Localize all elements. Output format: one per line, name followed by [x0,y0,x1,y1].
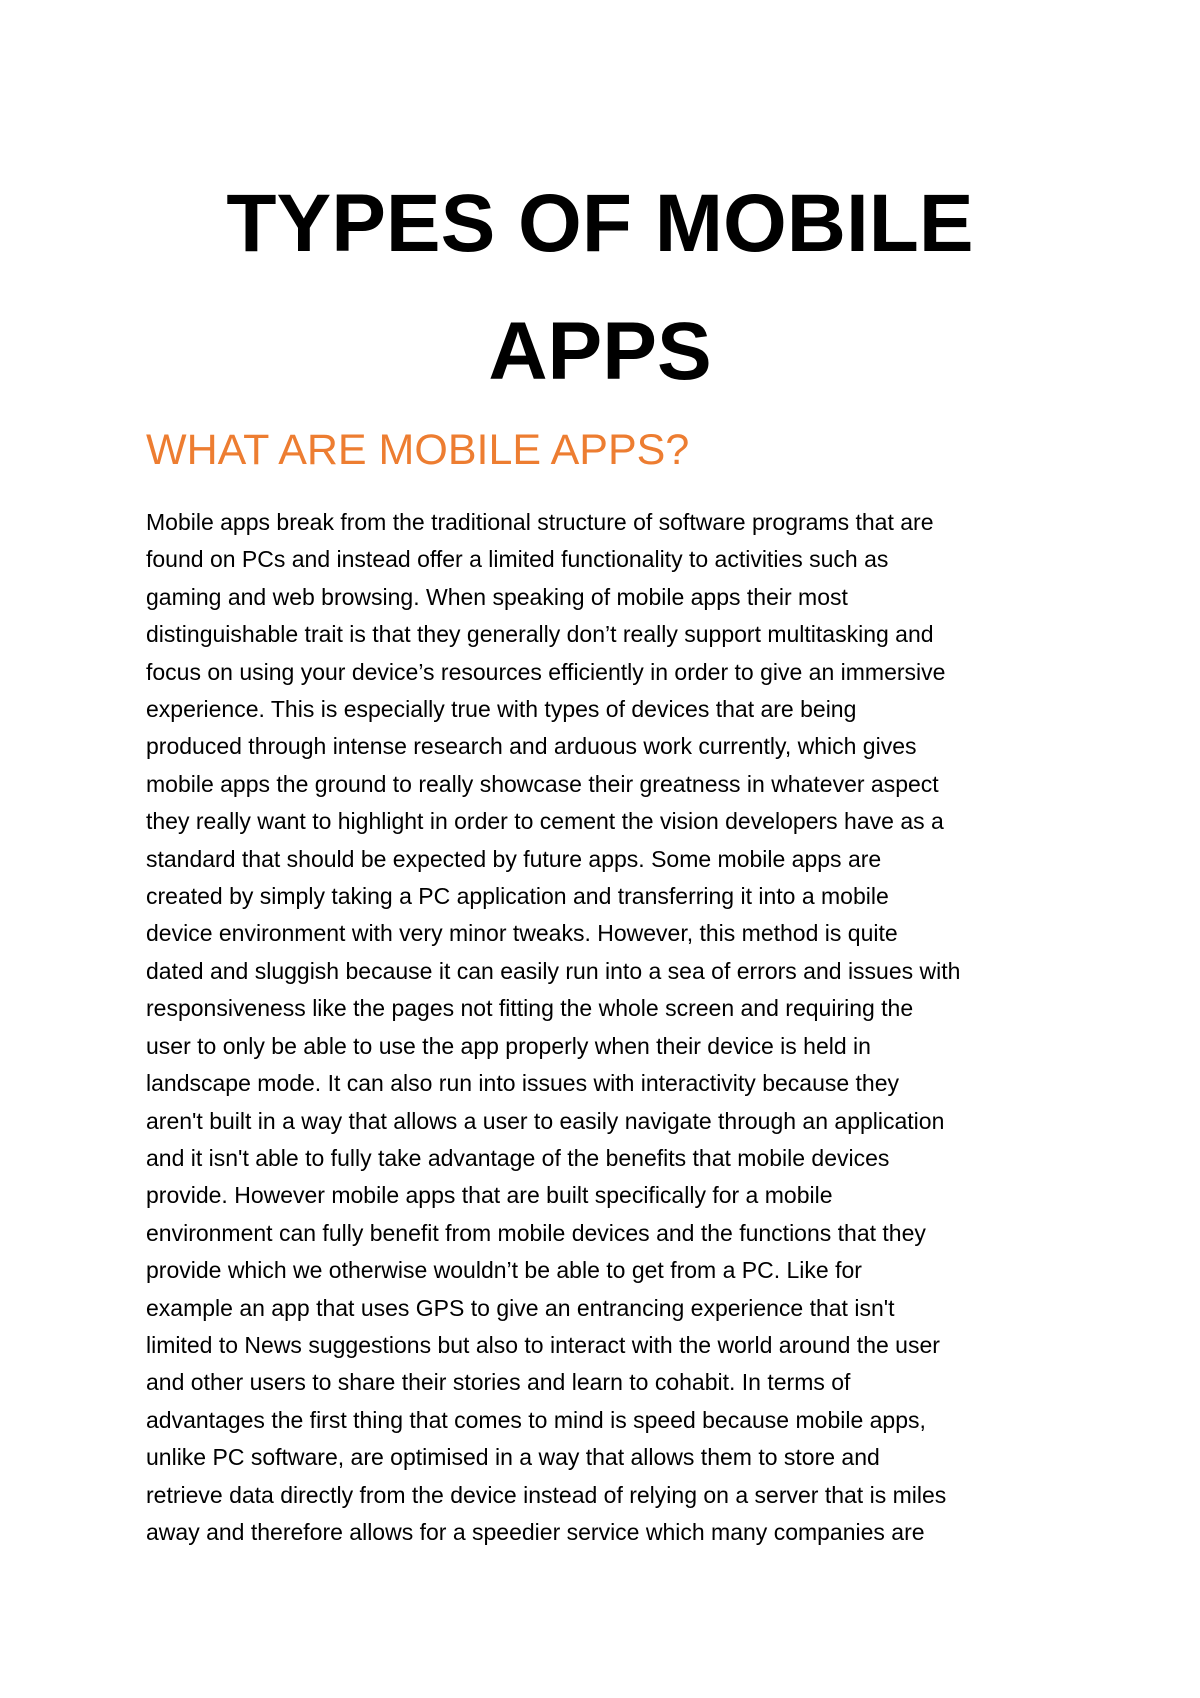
body-line: gaming and web browsing. When speaking of mobile apps their most [146,583,848,610]
body-line: mobile apps the ground to really showcase their greatness in whatever aspect [146,770,939,797]
body-line: they really want to highlight in order to cement the vision developers have as a [146,808,944,835]
body-line: example an app that uses GPS to give an entrancing experience that isn't [146,1294,895,1321]
body-line: and it isn't able to fully take advantage of the benefits that mobile devices [146,1144,890,1171]
body-line: limited to News suggestions but also to interact with the world around the user [146,1331,940,1358]
body-line: created by simply taking a PC application and transferring it into a mobile [146,883,889,910]
body-line: retrieve data directly from the device instead of relying on a server that is miles [146,1481,947,1508]
body-line: produced through intense research and arduous work currently, which gives [146,733,917,760]
body-line: aren't built in a way that allows a user to easily navigate through an application [146,1107,945,1134]
body-line: found on PCs and instead offer a limited functionality to activities such as [146,546,889,573]
body-line: responsiveness like the pages not fitting the whole screen and requiring the [146,995,914,1022]
document-title [146,160,1054,416]
body-line: provide. However mobile apps that are built specifically for a mobile [146,1182,833,1209]
title-line-1: TYPES OF MOBILE [226,178,974,269]
body-line: and other users to share their stories and learn to cohabit. In terms of [146,1369,851,1396]
body-line: focus on using your device’s resources efficiently in order to give an immersive [146,658,946,685]
body-line: dated and sluggish because it can easily run into a sea of errors and issues with [146,957,961,984]
body-line: provide which we otherwise wouldn’t be able to get from a PC. Like for [146,1257,862,1284]
section-heading: WHAT ARE MOBILE APPS? [146,426,690,474]
body-line: away and therefore allows for a speedier service which many companies are [146,1518,925,1545]
body-line: advantages the first thing that comes to mind is speed because mobile apps, [146,1406,926,1433]
title-line-2: APPS [488,306,712,397]
body-line: unlike PC software, are optimised in a way that allows them to store and [146,1444,880,1471]
body-line: landscape mode. It can also run into issues with interactivity because they [146,1070,900,1097]
body-line: Mobile apps break from the traditional structure of software programs that are [146,509,934,535]
body-line: user to only be able to use the app properly when their device is held in [146,1032,871,1059]
body-line: environment can fully benefit from mobile devices and the functions that they [146,1219,926,1246]
body-line: device environment with very minor tweaks. However, this method is quite [146,920,898,947]
body-line: standard that should be expected by future apps. Some mobile apps are [146,845,882,872]
body-line: experience. This is especially true with types of devices that are being [146,696,857,723]
body-paragraph [146,504,1066,1551]
body-line: distinguishable trait is that they generally don’t really support multitasking and [146,621,934,648]
